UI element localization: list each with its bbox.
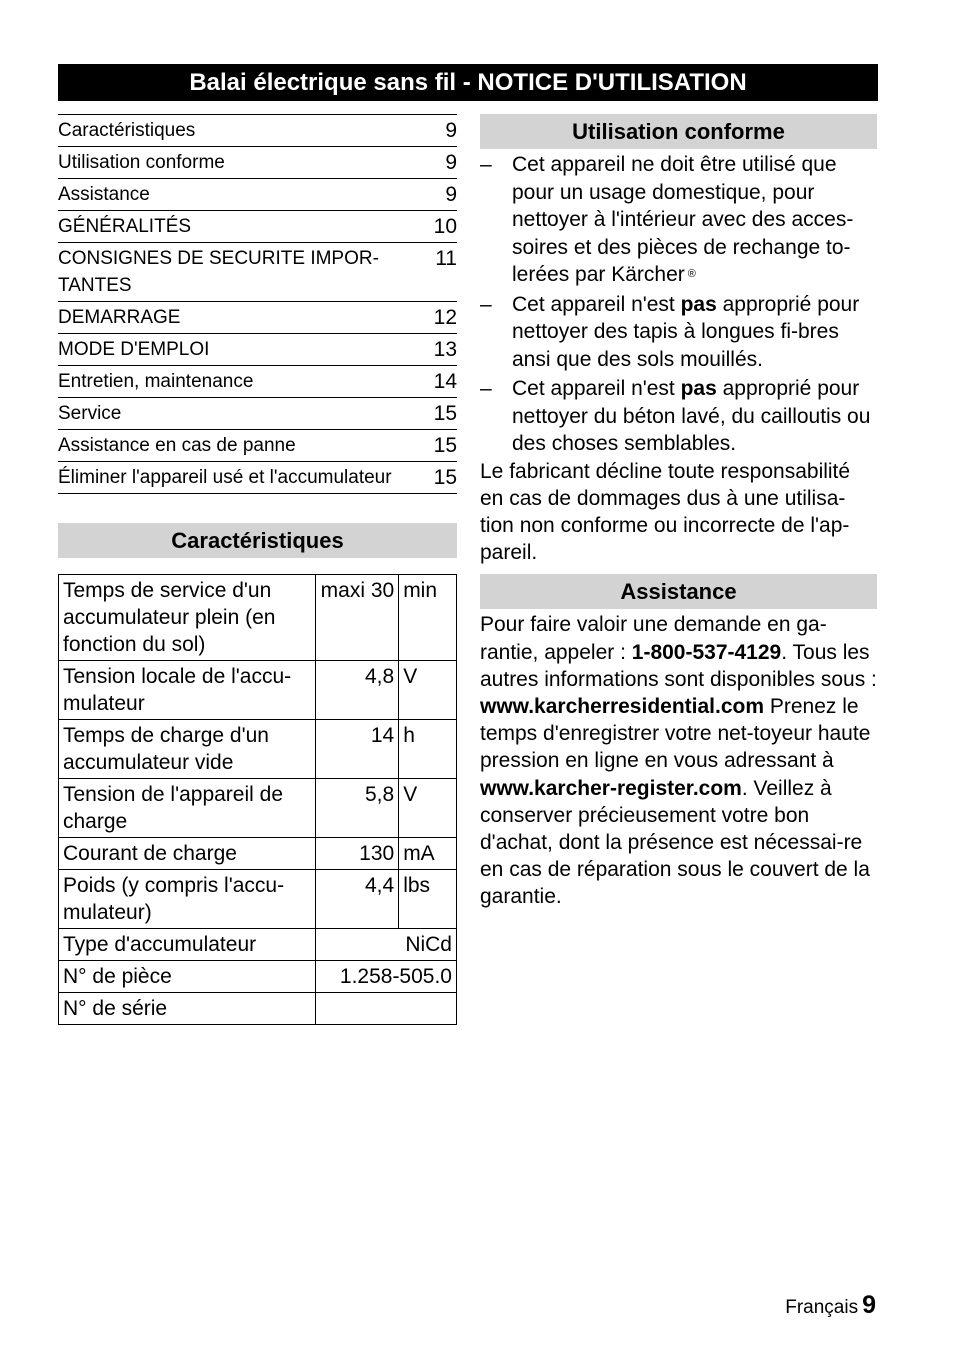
toc-label: Éliminer l'appareil usé et l'accumulateur xyxy=(58,467,392,488)
table-row xyxy=(59,993,457,1025)
assistance-paragraph xyxy=(480,611,877,910)
toc-item[interactable] xyxy=(58,115,457,147)
toc-page: 9 xyxy=(445,151,457,174)
toc-label: MODE D'EMPLOI xyxy=(58,339,210,360)
website-link[interactable]: www.karcherresidential.com xyxy=(480,694,765,718)
table-row xyxy=(59,870,457,929)
table-row xyxy=(59,779,457,838)
toc-page: 10 xyxy=(433,215,457,238)
spec-value: 130 xyxy=(315,838,399,870)
emphasis: pas xyxy=(680,377,717,400)
toc-page: 11 xyxy=(435,247,457,270)
page-title: Balai électrique sans fil - NOTICE D'UTILISATION xyxy=(58,64,878,101)
toc-page: 9 xyxy=(445,119,457,142)
usage-bullet-text: approprié pour nettoyer du béton lavé, du cailloutis ou des choses semblables. xyxy=(512,377,871,455)
table-of-contents xyxy=(58,114,457,494)
table-row xyxy=(59,838,457,870)
usage-bullet-text: approprié pour nettoyer des tapis à longues fi-bres ansi que des sols mouillés. xyxy=(512,292,860,371)
spec-value: 5,8 xyxy=(315,779,399,838)
liability-paragraph: Le fabricant décline toute responsabilité en cas de dommages dus à une utilisa-tion non conforme ou incorrecte de l'ap-pareil. xyxy=(480,459,851,565)
left-column xyxy=(58,114,457,1025)
table-row xyxy=(59,661,457,720)
spec-value xyxy=(315,993,456,1025)
assistance-heading: Assistance xyxy=(480,574,877,609)
spec-value: 4,8 xyxy=(315,661,399,720)
toc-label: Caractéristiques xyxy=(58,120,196,141)
page-number: 9 xyxy=(862,1291,876,1319)
toc-label: DEMARRAGE xyxy=(58,307,181,328)
spec-label: Temps de charge d'un accumulateur vide xyxy=(59,720,316,779)
spec-label: Temps de service d'un accumulateur plein (en fonction du sol) xyxy=(59,575,316,661)
spec-label: N° de pièce xyxy=(59,961,316,993)
table-row xyxy=(59,575,457,661)
spec-unit: lbs xyxy=(399,870,457,929)
toc-page: 15 xyxy=(433,402,457,425)
toc-item[interactable] xyxy=(58,302,457,334)
toc-label: GÉNÉRALITÉS xyxy=(58,216,192,237)
toc-item[interactable] xyxy=(58,211,457,243)
list-item xyxy=(480,291,877,374)
toc-label: Service xyxy=(58,403,122,424)
toc-label: CONSIGNES DE SECURITE IMPOR-TANTES xyxy=(58,248,379,296)
emphasis: pas xyxy=(680,292,717,316)
toc-item[interactable] xyxy=(58,147,457,179)
spec-value: 4,4 xyxy=(315,870,399,929)
phone-number: 1-800-537-4129 xyxy=(631,640,782,664)
assistance-text: . Veillez à conserver précieusement votre bon d'achat, dont la présence est nécessai-re en cas de réparation sous le couvert de la garantie. xyxy=(480,776,870,909)
toc-item[interactable] xyxy=(58,243,457,302)
page-footer xyxy=(785,1290,876,1323)
toc-label: Entretien, maintenance xyxy=(58,371,254,392)
toc-item[interactable] xyxy=(58,398,457,430)
toc-item[interactable] xyxy=(58,334,457,366)
specs-heading: Caractéristiques xyxy=(58,523,457,558)
toc-item[interactable] xyxy=(58,179,457,211)
dash-bullet: – xyxy=(480,292,492,316)
usage-list xyxy=(480,151,877,458)
usage-bullet-text: Cet appareil ne doit être utilisé que pour un usage domestique, pour nettoyer à l'intérieur avec des acces-soires et des pièces de rechange to-lerées par Kärcher xyxy=(512,153,854,286)
toc-item[interactable] xyxy=(58,462,457,494)
spec-label: Tension de l'appareil de charge xyxy=(59,779,316,838)
toc-page: 15 xyxy=(433,434,457,457)
dash-bullet: – xyxy=(480,377,492,400)
spec-value: 14 xyxy=(315,720,399,779)
usage-bullet-text: Cet appareil n'est xyxy=(512,292,681,316)
right-column xyxy=(480,114,877,911)
assistance-text: Prenez le temps d'enregistrer votre net-toyeur haute pression en ligne en vous adressant à xyxy=(480,694,871,773)
toc-item[interactable] xyxy=(58,430,457,462)
spec-unit: V xyxy=(399,779,457,838)
spec-label: Tension locale de l'accu-mulateur xyxy=(59,661,316,720)
list-item xyxy=(480,375,877,458)
spec-value: NiCd xyxy=(315,929,456,961)
specs-table xyxy=(58,574,457,1025)
toc-label: Assistance en cas de panne xyxy=(58,435,296,456)
spec-unit: V xyxy=(399,661,457,720)
usage-bullet-text: Cet appareil n'est xyxy=(512,377,681,400)
spec-unit: h xyxy=(399,720,457,779)
usage-heading: Utilisation conforme xyxy=(480,114,877,149)
toc-label: Utilisation conforme xyxy=(58,152,225,173)
spec-label: Type d'accumulateur xyxy=(59,929,316,961)
table-row xyxy=(59,720,457,779)
table-row xyxy=(59,961,457,993)
toc-page: 12 xyxy=(433,306,457,329)
spec-value: maxi 30 xyxy=(315,575,399,661)
table-row xyxy=(59,929,457,961)
register-link[interactable]: www.karcher-register.com xyxy=(480,776,742,800)
list-item xyxy=(480,151,877,289)
spec-unit: mA xyxy=(399,838,457,870)
spec-label: Poids (y compris l'accu-mulateur) xyxy=(59,870,316,929)
spec-label: N° de série xyxy=(59,993,316,1025)
toc-page: 14 xyxy=(433,370,457,393)
spec-label: Courant de charge xyxy=(59,838,316,870)
toc-page: 13 xyxy=(433,338,457,361)
assistance-text: . Tous les autres informations sont disponibles sous : xyxy=(480,640,877,691)
spec-value: 1.258-505.0 xyxy=(315,961,456,993)
toc-page: 15 xyxy=(433,466,457,489)
spec-unit: min xyxy=(399,575,457,661)
toc-page: 9 xyxy=(445,183,457,206)
registered-mark: ® xyxy=(687,268,696,280)
dash-bullet: – xyxy=(480,153,492,176)
toc-item[interactable] xyxy=(58,366,457,398)
toc-label: Assistance xyxy=(58,184,150,205)
assistance-text: Pour faire valoir une demande en ga-rantie, appeler : xyxy=(480,613,827,664)
footer-language: Français xyxy=(785,1297,859,1318)
